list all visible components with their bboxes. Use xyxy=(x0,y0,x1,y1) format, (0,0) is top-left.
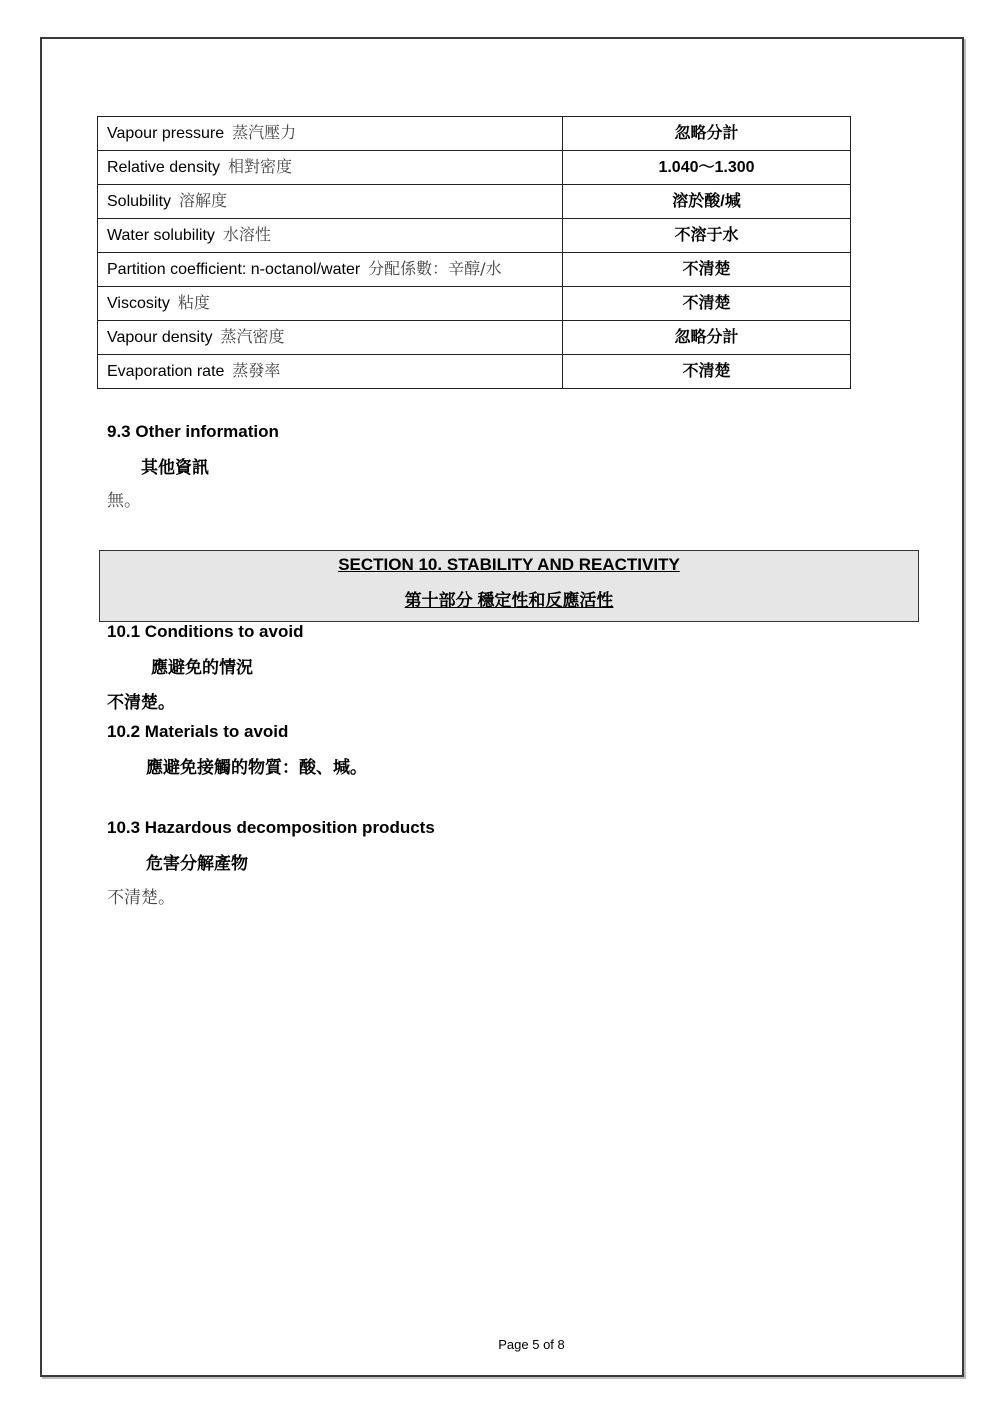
section-10-title-zh: 第十部分 穩定性和反應活性 xyxy=(404,591,614,610)
other-information-heading-zh: 其他資訊 xyxy=(141,458,209,477)
table-row xyxy=(98,287,851,321)
materials-heading: 10.2 Materials to avoid xyxy=(107,722,289,741)
property-name-cell xyxy=(98,151,563,185)
property-name-en: Relative density xyxy=(107,159,220,176)
property-name-zh: 蒸發率 xyxy=(232,361,281,380)
property-value: 不清楚 xyxy=(563,253,851,287)
table-row xyxy=(98,185,851,219)
property-name-zh: 相對密度 xyxy=(227,157,292,176)
table-row xyxy=(98,151,851,185)
property-value: 溶於酸/堿 xyxy=(563,185,851,219)
property-name-zh: 分配係數：辛醇/水 xyxy=(368,259,502,278)
property-value: 忽略分計 xyxy=(563,117,851,151)
property-name-en: Solubility xyxy=(107,193,172,210)
table-row xyxy=(98,355,851,389)
property-name-en: Vapour density xyxy=(107,329,213,346)
property-name-en: Vapour pressure xyxy=(107,125,225,142)
page-number: Page 5 of 8 xyxy=(498,1337,565,1352)
property-value: 不溶于水 xyxy=(563,219,851,253)
table-row xyxy=(98,253,851,287)
property-name-cell xyxy=(98,185,563,219)
decomposition-heading-zh: 危害分解產物 xyxy=(146,854,248,873)
property-name-en: Viscosity xyxy=(107,295,170,312)
property-name-zh: 蒸汽密度 xyxy=(220,327,285,346)
property-name-zh: 蒸汽壓力 xyxy=(232,123,297,142)
property-name-en: Evaporation rate xyxy=(107,363,225,380)
table-row xyxy=(98,219,851,253)
property-value: 不清楚 xyxy=(563,355,851,389)
property-name-zh: 水溶性 xyxy=(222,225,271,244)
property-name-cell xyxy=(98,117,563,151)
property-name-cell xyxy=(98,287,563,321)
property-value: 1.040～1.300 xyxy=(563,151,851,185)
property-name-cell xyxy=(98,355,563,389)
property-name-cell xyxy=(98,219,563,253)
property-value: 不清楚 xyxy=(563,287,851,321)
property-name-zh: 溶解度 xyxy=(179,191,228,210)
section-10-header xyxy=(99,550,919,622)
other-information-heading: 9.3 Other information xyxy=(107,422,279,441)
property-name-en: Partition coefficient: n-octanol/water xyxy=(107,261,361,278)
materials-text-zh: 應避免接觸的物質：酸、堿。 xyxy=(146,758,367,777)
property-name-en: Water solubility xyxy=(107,227,215,244)
decomposition-text: 不清楚。 xyxy=(107,888,175,907)
conditions-heading-zh: 應避免的情況 xyxy=(151,658,253,677)
property-name-cell xyxy=(98,253,563,287)
decomposition-heading: 10.3 Hazardous decomposition products xyxy=(107,818,435,837)
conditions-text: 不清楚。 xyxy=(107,693,175,712)
properties-table-body xyxy=(98,117,851,389)
conditions-heading: 10.1 Conditions to avoid xyxy=(107,622,304,641)
section-10-title: SECTION 10. STABILITY AND REACTIVITY xyxy=(338,555,680,574)
physical-properties-table xyxy=(97,116,851,389)
property-name-zh: 粘度 xyxy=(177,293,210,312)
table-row xyxy=(98,117,851,151)
other-information-text: 無。 xyxy=(107,491,141,510)
table-row xyxy=(98,321,851,355)
property-name-cell xyxy=(98,321,563,355)
property-value: 忽略分計 xyxy=(563,321,851,355)
